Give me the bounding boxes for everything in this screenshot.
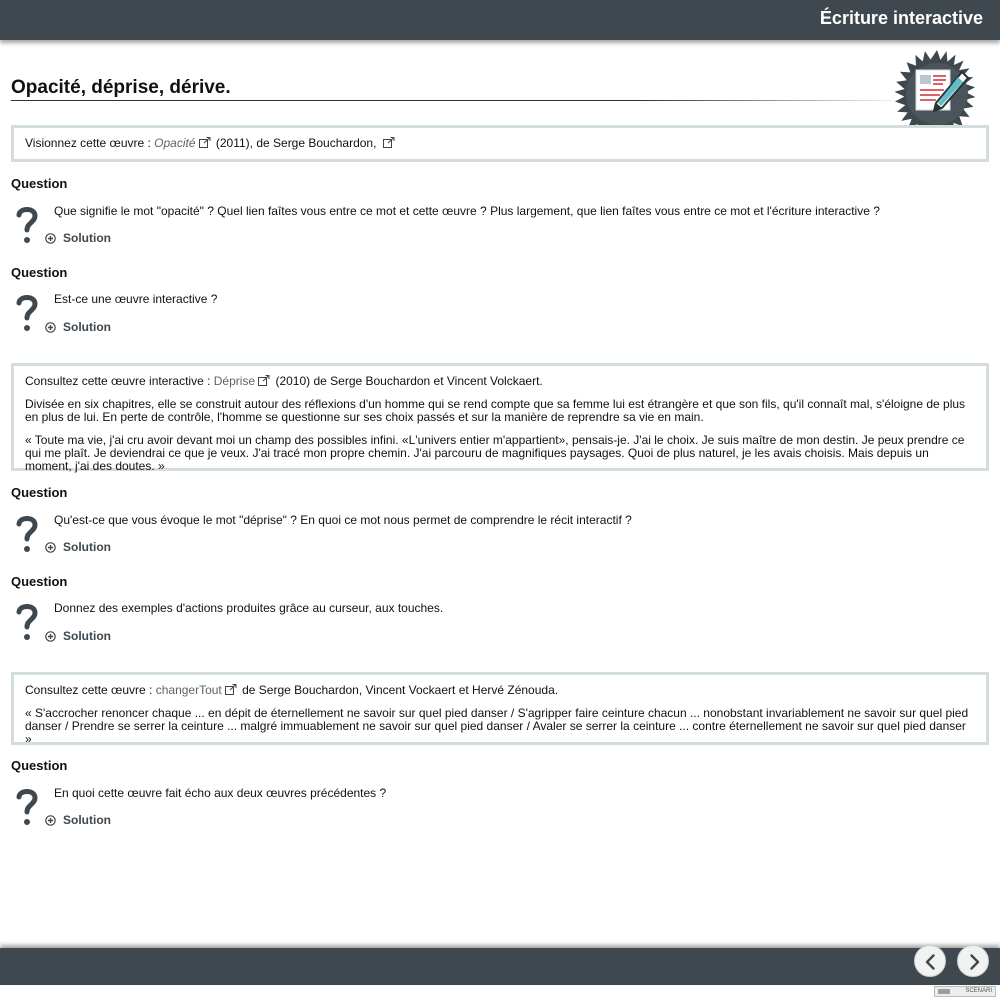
solution-label: Solution <box>63 540 111 554</box>
content-block-deprise <box>11 363 989 471</box>
question-heading: Question <box>11 758 68 773</box>
question-heading: Question <box>11 574 68 589</box>
bottom-bar <box>0 948 1000 985</box>
solution-toggle[interactable] <box>45 540 111 554</box>
solution-toggle[interactable] <box>45 813 111 827</box>
solution-toggle[interactable] <box>45 629 111 643</box>
question-heading: Question <box>11 265 68 280</box>
next-button[interactable] <box>957 945 989 977</box>
block-intro: Consultez cette œuvre : changerTout de Serge Bouchardon, Vincent Vockaert et Hervé Zénouda. <box>25 683 559 697</box>
content-block-opacite <box>11 125 989 162</box>
question-text: Que signifie le mot "opacité" ? Quel lien faîtes vous entre ce mot et cette œuvre ? Plus largement, que lien faîtes vous entre ce mot et l'écriture interactive ? <box>54 204 880 218</box>
question-text: Est-ce une œuvre interactive ? <box>54 292 218 306</box>
scenari-logo[interactable]: SCENARI <box>934 986 996 997</box>
top-bar <box>0 0 1000 40</box>
chevron-right-icon <box>965 953 983 971</box>
question-mark-icon <box>14 602 40 642</box>
block-intro: Consultez cette œuvre interactive : Déprise (2010) de Serge Bouchardon et Vincent Volckaert. <box>25 374 543 388</box>
title-divider <box>11 100 911 101</box>
plus-circle-icon <box>45 542 56 553</box>
question-mark-icon <box>14 787 40 827</box>
external-link-icon[interactable] <box>258 375 270 386</box>
block-quote: « Toute ma vie, j'ai cru avoir devant moi un champ des possibles infini. «L'univers entier m'appartient», pensais-je. J'ai le choix. Je suis maître de mon destin. Je peux prendre ce qui me plaît. Je deviendrai ce que je veux. J'ai tracé mon propre chemin. J'ai parcouru de magnifiques paysages. Quoi de plus naturel, je les avais choisis. Mais depuis un moment, j'ai des doutes. » <box>25 433 965 473</box>
question-mark-icon <box>14 293 40 333</box>
plus-circle-icon <box>45 322 56 333</box>
previous-button[interactable] <box>914 945 946 977</box>
solution-label: Solution <box>63 231 111 245</box>
plus-circle-icon <box>45 815 56 826</box>
link-deprise[interactable]: Déprise <box>213 374 256 388</box>
question-text: Qu'est-ce que vous évoque le mot "déprise" ? En quoi ce mot nous permet de comprendre le récit interactif ? <box>54 513 632 527</box>
page-title: Opacité, déprise, dérive. <box>11 77 231 98</box>
solution-toggle[interactable] <box>45 231 111 245</box>
block-quote: « S'accrocher renoncer chaque ... en dépit de éternellement ne savoir sur quel pied danser / S'agripper faire ceinture chacun ... nonobstant invariablement ne savoir sur quel pied danser / Prendre se serrer la ceinture ... malgré immuablement ne savoir sur quel pied danser / Avaler se serrer la ceinture ... contre éternellement ne savoir sur quel pied danser » <box>25 706 969 746</box>
solution-label: Solution <box>63 629 111 643</box>
block-paragraph: Divisée en six chapitres, elle se construit autour des réflexions d'un homme qui se rend compte que sa femme lui est étrangère et que son fils, qu'il connaît mal, s'éloigne de plus en plus de lui. En perte de contrôle, l'homme se questionne sur ses choix passés et sur la manière de reprendre sa vie en main. <box>25 397 966 424</box>
scenari-mark-icon <box>938 989 950 994</box>
external-link-icon[interactable] <box>225 684 237 695</box>
question-mark-icon <box>14 205 40 245</box>
question-heading: Question <box>11 176 68 191</box>
question-heading: Question <box>11 485 68 500</box>
link-opacite[interactable]: Opacité <box>154 136 196 150</box>
external-link-icon[interactable] <box>383 137 395 148</box>
content-block-changertout <box>11 672 989 745</box>
app-title: Écriture interactive <box>819 8 983 28</box>
plus-circle-icon <box>45 233 56 244</box>
link-changertout[interactable]: changerTout <box>155 683 222 697</box>
question-text: Donnez des exemples d'actions produites grâce au curseur, aux touches. <box>54 601 444 615</box>
block-intro: Visionnez cette œuvre : Opacité (2011), de Serge Bouchardon, <box>25 137 975 150</box>
solution-toggle[interactable] <box>45 320 111 334</box>
solution-label: Solution <box>63 813 111 827</box>
question-mark-icon <box>14 514 40 554</box>
plus-circle-icon <box>45 631 56 642</box>
question-text: En quoi cette œuvre fait écho aux deux œuvres précédentes ? <box>54 786 387 800</box>
external-link-icon[interactable] <box>199 137 211 148</box>
chevron-left-icon <box>922 953 940 971</box>
solution-label: Solution <box>63 320 111 334</box>
